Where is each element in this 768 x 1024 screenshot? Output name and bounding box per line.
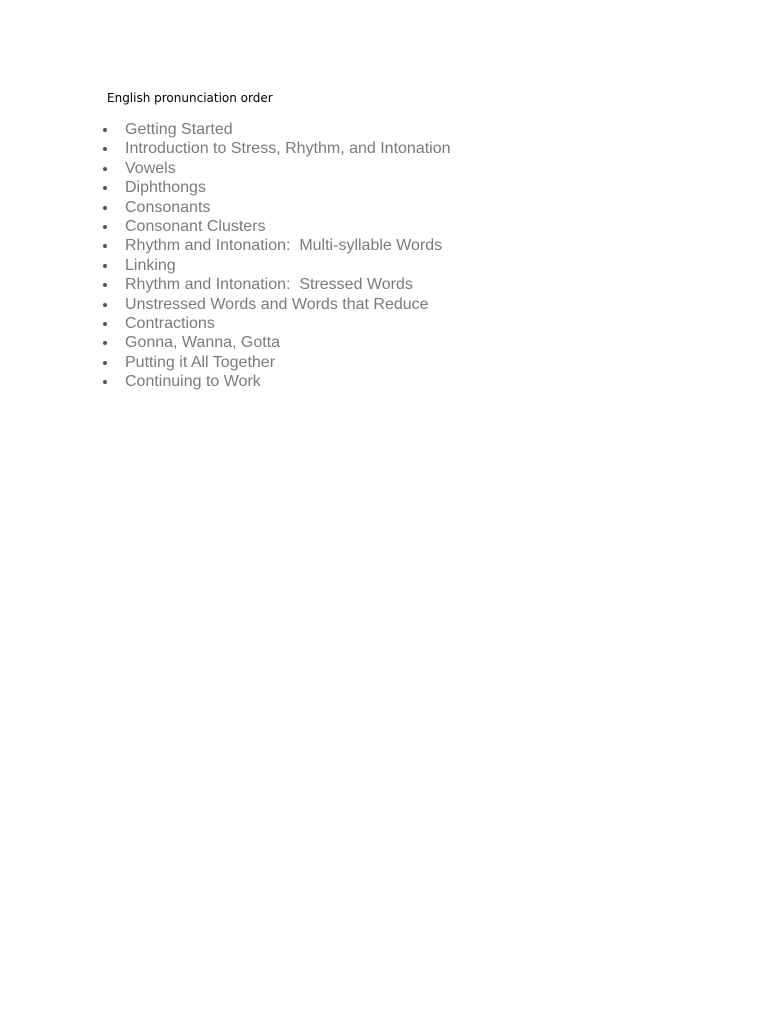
bullet-icon — [103, 264, 107, 268]
list-item-text: Rhythm and Intonation: Stressed Words — [125, 276, 413, 294]
bullet-icon — [103, 322, 107, 326]
list-item-text: Consonant Clusters — [125, 217, 266, 235]
bullet-icon — [103, 167, 107, 171]
list-item-text: Unstressed Words and Words that Reduce — [125, 295, 429, 313]
bullet-icon — [103, 186, 107, 190]
document-title: English pronunciation order — [107, 91, 273, 105]
list-item-text: Gonna, Wanna, Gotta — [125, 334, 281, 352]
list-item-text: Contractions — [125, 314, 215, 332]
bullet-icon — [103, 244, 107, 248]
list-item-text: Rhythm and Intonation: Multi-syllable Words — [125, 237, 443, 255]
bullet-icon — [103, 283, 107, 287]
bullet-icon — [103, 206, 107, 210]
list-item-text: Consonants — [125, 198, 211, 216]
list-item-text: Vowels — [125, 159, 176, 177]
list-item-text: Diphthongs — [125, 179, 206, 197]
bullet-icon — [103, 128, 107, 132]
list-item-text: Linking — [125, 256, 176, 274]
bullet-icon — [103, 361, 107, 365]
list-item-text: Getting Started — [125, 121, 233, 138]
bullet-icon — [103, 380, 107, 384]
bullet-icon — [103, 225, 107, 229]
list-item-text: Putting it All Together — [125, 353, 276, 371]
bullet-icon — [103, 341, 107, 345]
bullet-icon — [103, 147, 107, 151]
bullet-icon — [103, 303, 107, 307]
list-item-text: Continuing to Work — [125, 373, 261, 391]
list-item-text: Introduction to Stress, Rhythm, and Intonation — [125, 140, 451, 158]
